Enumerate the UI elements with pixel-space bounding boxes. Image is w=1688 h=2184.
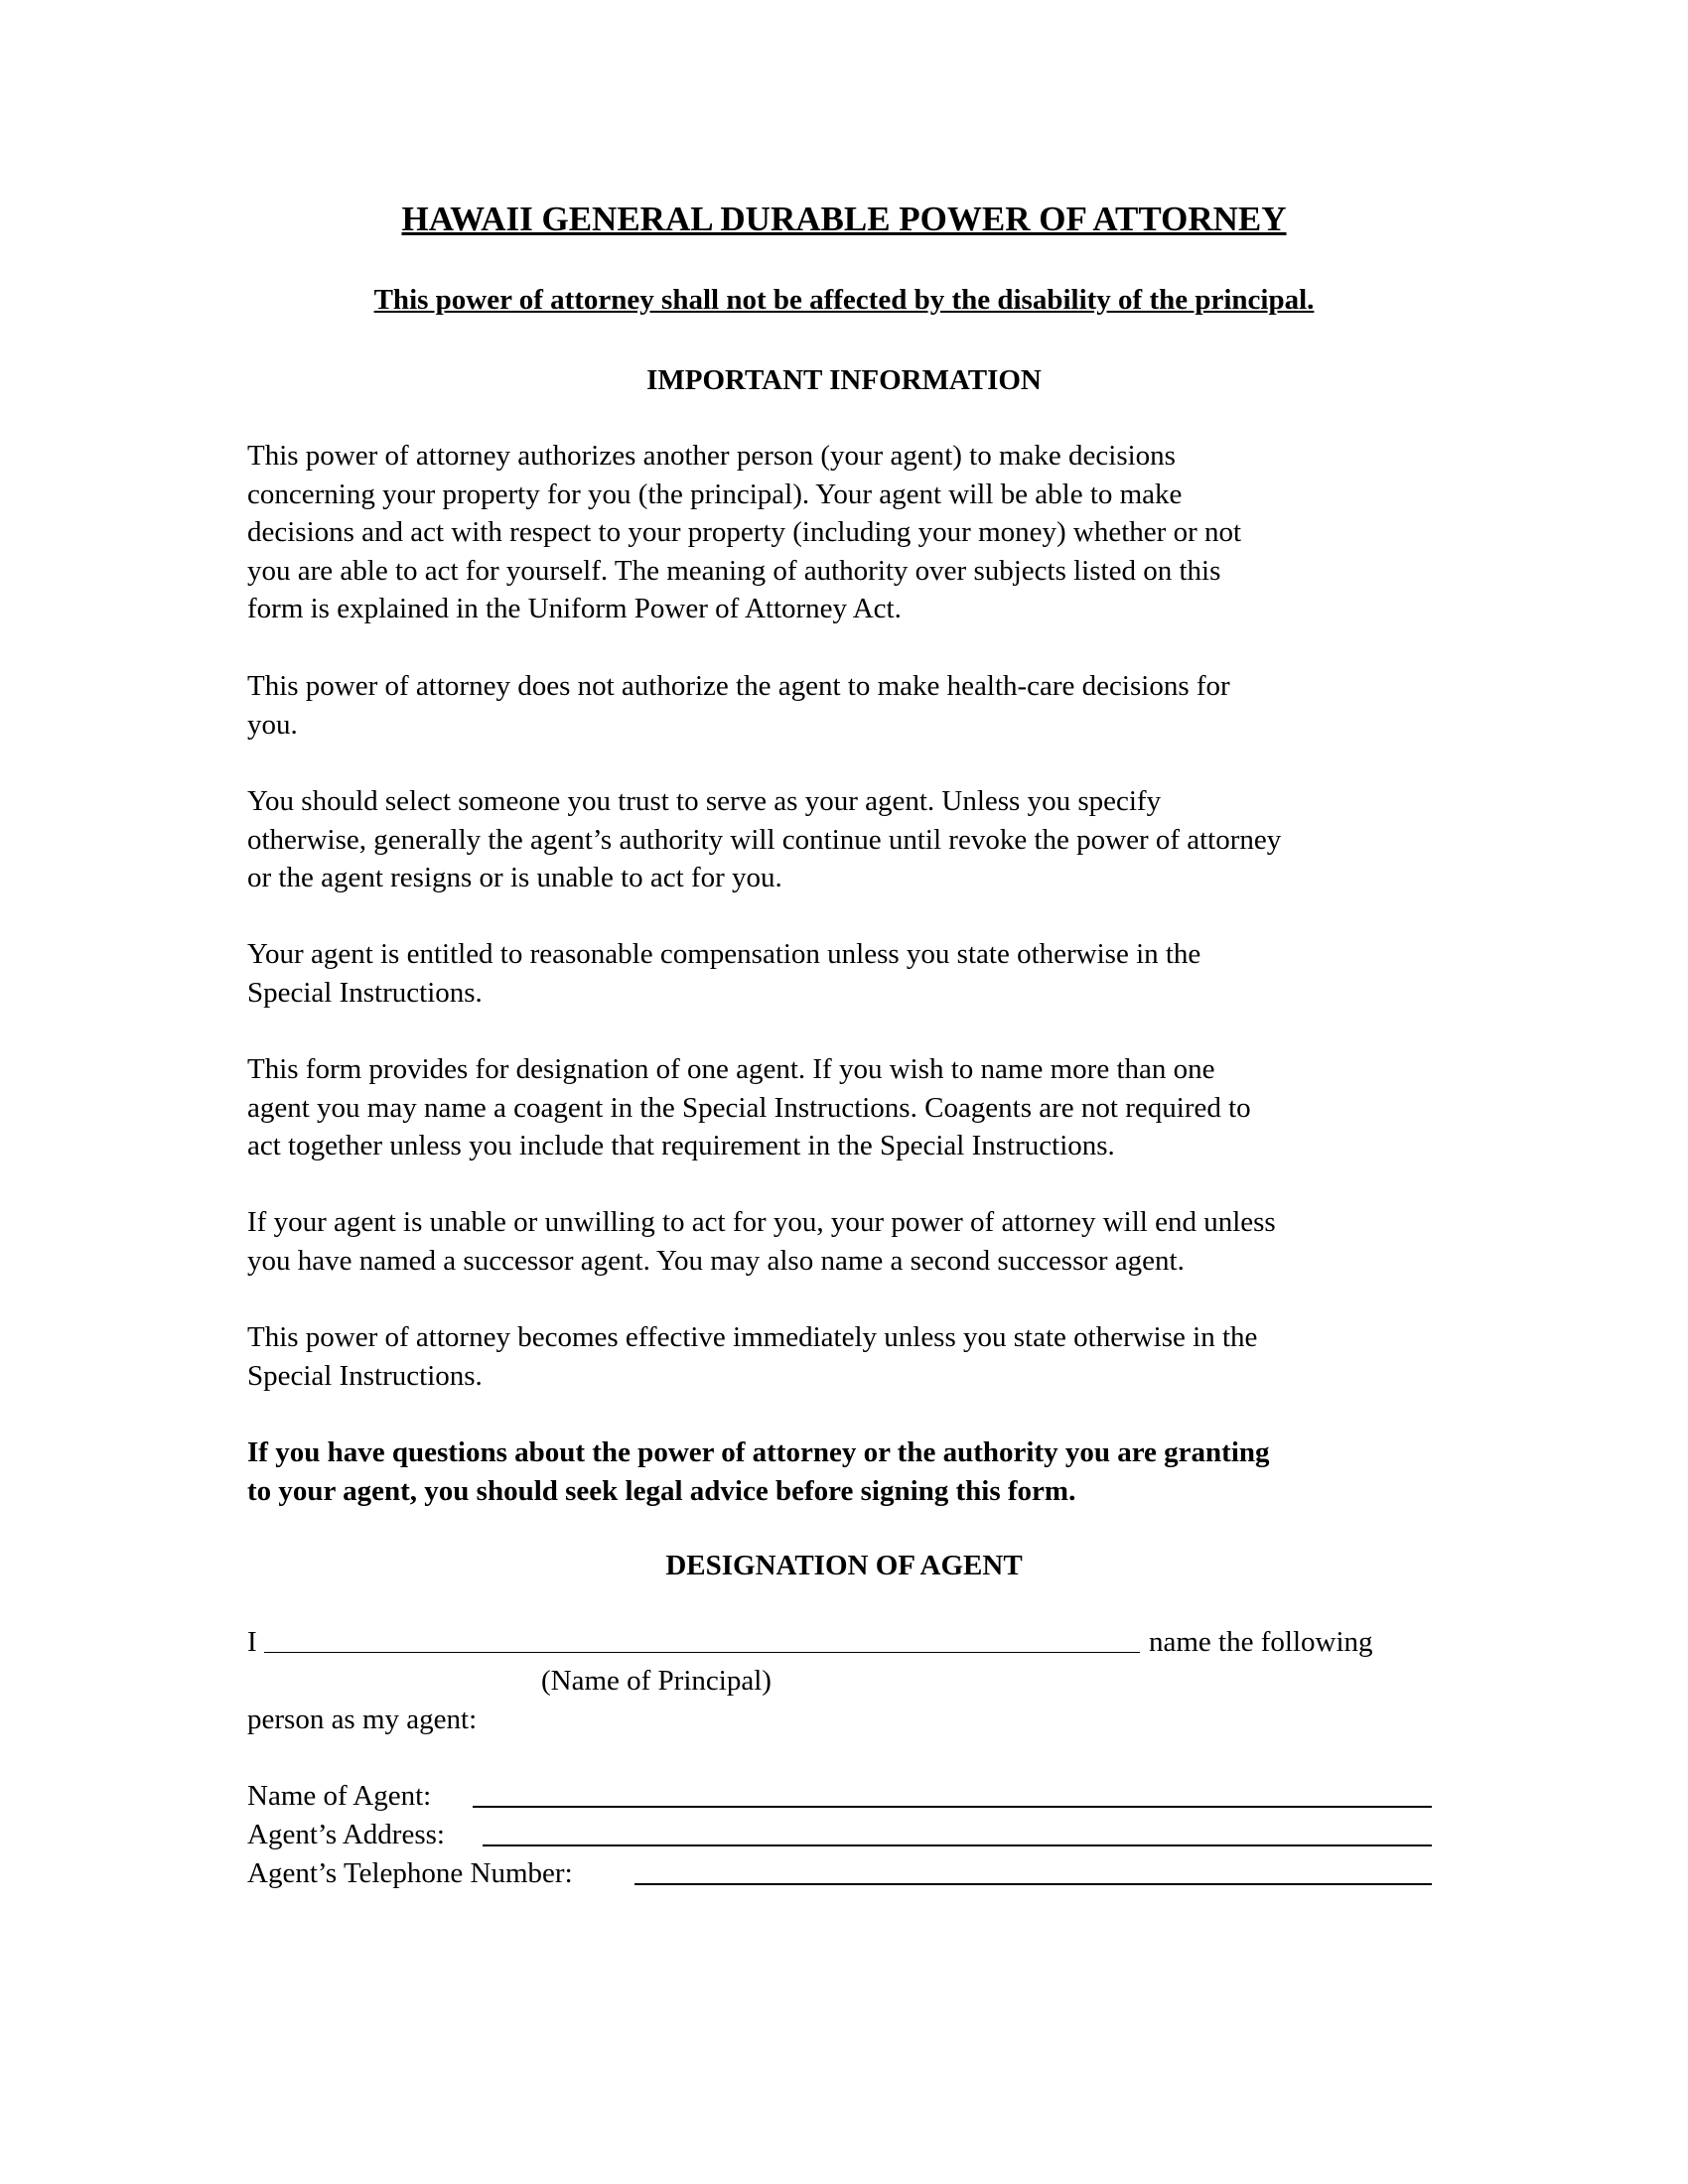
document-title: HAWAII GENERAL DURABLE POWER OF ATTORNEY <box>401 200 1287 238</box>
paragraph-line: Special Instructions. <box>247 1359 483 1392</box>
designation-of-agent-heading: DESIGNATION OF AGENT <box>665 1550 1023 1581</box>
agent-telephone-label: Agent’s Telephone Number: <box>247 1857 573 1889</box>
designation-suffix: name the following <box>1149 1626 1373 1658</box>
paragraph-select-agent <box>247 782 1459 897</box>
principal-name-caption: (Name of Principal) <box>541 1665 772 1697</box>
paragraph-line: Special Instructions. <box>247 976 483 1009</box>
paragraph-line: agent you may name a coagent in the Special Instructions. Coagents are not required to <box>247 1091 1251 1124</box>
paragraph-line: otherwise, generally the agent’s authority will continue until revoke the power of attorney <box>247 823 1282 856</box>
designation-prefix: I <box>247 1626 257 1658</box>
paragraph-coagent <box>247 1050 1459 1165</box>
paragraph-successor-agent <box>247 1203 1459 1280</box>
paragraph-authority <box>247 437 1459 628</box>
paragraph-line: If your agent is unable or unwilling to act for you, your power of attorney will end unless <box>247 1206 1276 1238</box>
paragraph-line: to your agent, you should seek legal advice before signing this form. <box>247 1474 1076 1507</box>
paragraph-line: act together unless you include that requirement in the Special Instructions. <box>247 1130 1115 1161</box>
paragraph-line: This power of attorney does not authorize the agent to make health-care decisions for <box>247 670 1230 702</box>
paragraph-line: decisions and act with respect to your property (including your money) whether or not <box>247 516 1242 548</box>
principal-name-field[interactable] <box>264 1652 1140 1653</box>
paragraph-line: you. <box>247 708 298 741</box>
paragraph-line: This form provides for designation of one agent. If you wish to name more than one <box>247 1053 1215 1085</box>
paragraph-line: form is explained in the Uniform Power of Attorney Act. <box>247 593 902 624</box>
agent-name-label: Name of Agent: <box>247 1780 432 1812</box>
document-subtitle: This power of attorney shall not be affected by the disability of the principal. <box>373 284 1315 316</box>
paragraph-line: you have named a successor agent. You may also name a second successor agent. <box>247 1244 1185 1277</box>
paragraph-line: This power of attorney becomes effective immediately unless you state otherwise in the <box>247 1321 1258 1353</box>
paragraph-compensation <box>247 935 1459 1012</box>
paragraph-effective <box>247 1318 1459 1395</box>
paragraph-line: If you have questions about the power of attorney or the authority you are granting <box>247 1436 1270 1468</box>
paragraph-line: Your agent is entitled to reasonable compensation unless you state otherwise in the <box>247 938 1201 970</box>
paragraph-line: This power of attorney authorizes another person (your agent) to make decisions <box>247 440 1176 472</box>
paragraph-line: concerning your property for you (the principal). Your agent will be able to make <box>247 478 1183 510</box>
paragraph-health-care <box>247 667 1459 744</box>
paragraph-legal-advice <box>247 1433 1459 1510</box>
paragraph-line: you are able to act for yourself. The meaning of authority over subjects listed on this <box>247 554 1221 587</box>
designation-continuation: person as my agent: <box>247 1704 478 1735</box>
agent-address-field[interactable] <box>483 1844 1432 1846</box>
agent-telephone-field[interactable] <box>634 1883 1432 1885</box>
agent-address-label: Agent’s Address: <box>247 1819 445 1850</box>
agent-name-field[interactable] <box>473 1806 1432 1808</box>
paragraph-line: You should select someone you trust to serve as your agent. Unless you specify <box>247 785 1162 817</box>
paragraph-line: or the agent resigns or is unable to act for you. <box>247 862 782 893</box>
important-information-heading: IMPORTANT INFORMATION <box>646 364 1042 396</box>
